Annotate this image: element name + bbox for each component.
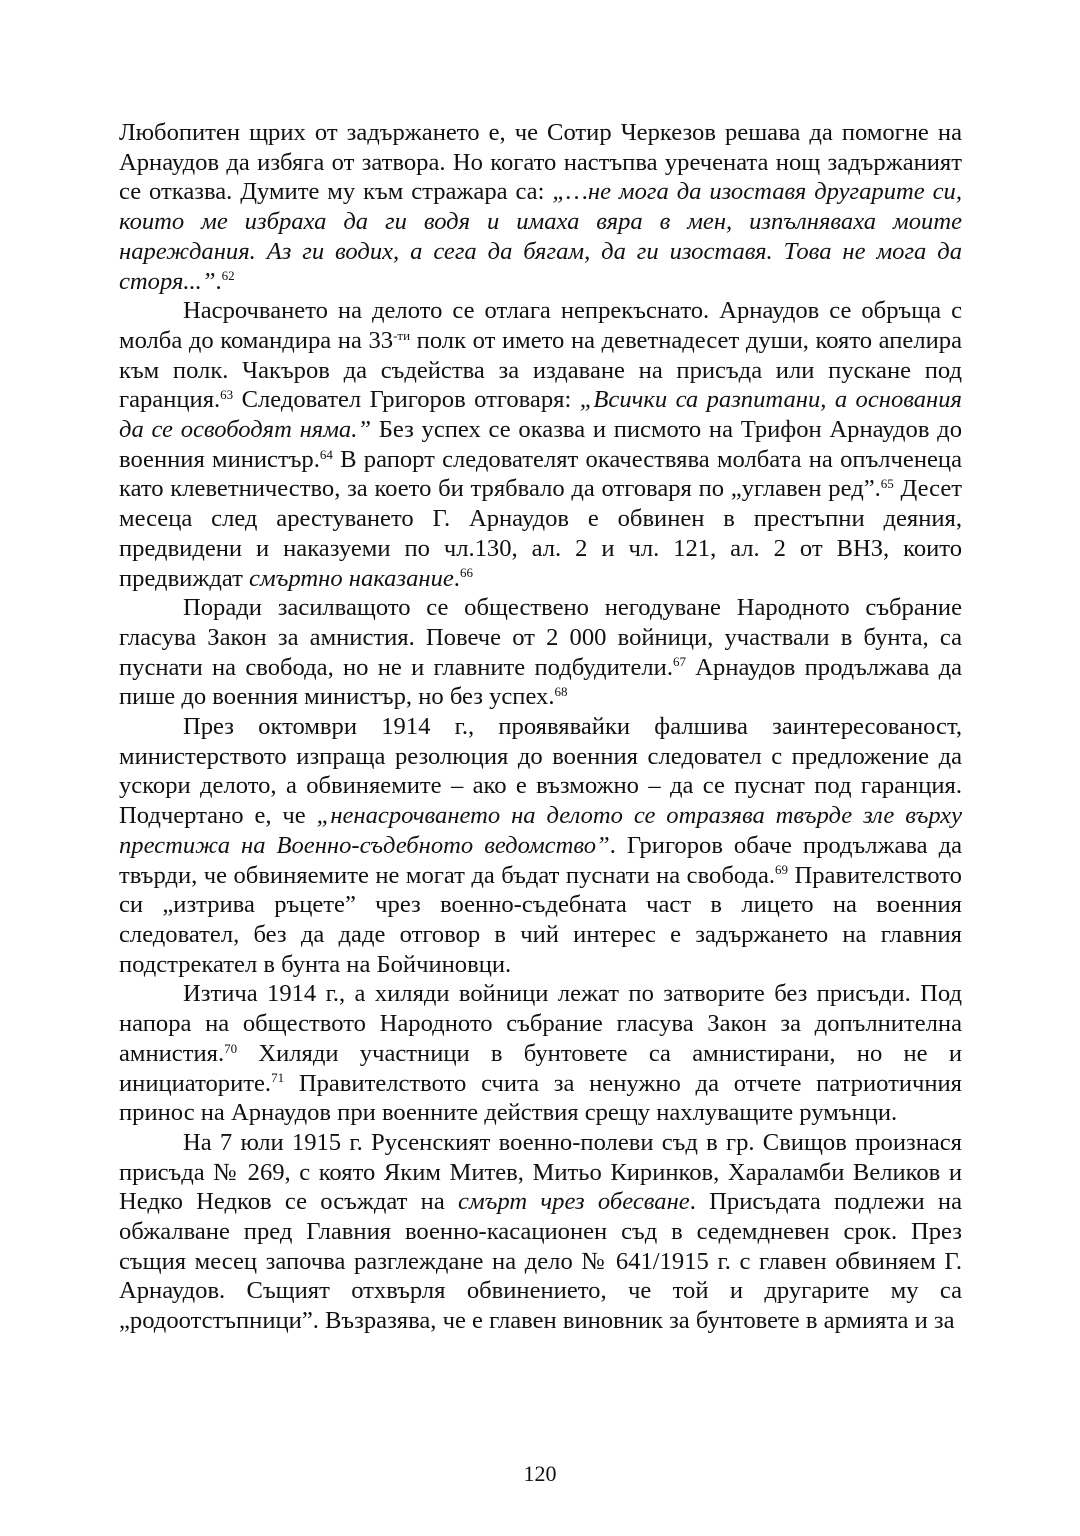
paragraph (119, 712, 962, 979)
footnote-marker: 63 (220, 387, 234, 403)
text-run: Без успех се оказва и писмото на Трифон Арнаудов до военния министър. (119, 416, 962, 473)
text-run: През октомври 1914 г., проявявайки фалшива заинтересованост, министерството изпраща резолюция до военния следовател с предложение да ускори делото, а обвиняемите – ако е възможно – да се пуснат под гаранция. Подчертано е, че (119, 713, 962, 830)
paragraph (119, 593, 962, 712)
text-run: Правителството си „изтрива ръцете” чрез военно-съдебната част в лицето на военния следовател, без да даде отговор в чий интерес е задържането на главния подстрекател в бунта на Бойчиновци. (119, 861, 962, 978)
text-run: полк от името на деветнадесет души, която апелира към полк. Чакъров да съдейства за издаване на присъда или пускане под гаранция. (119, 326, 962, 414)
text-run: . Григоров обаче продължава да твърди, че обвиняемите не могат да бъдат пуснати на свобода. (119, 831, 962, 889)
text-run: Следовател Григоров отговаря: (233, 386, 580, 414)
paragraph (119, 979, 962, 1128)
text-run: Любопитен щрих от задържането е, че Сотир Черкезов решава да помогне на Арнаудов да избяга от затвора. Но когато настъпва уречената нощ задържаният се отказва. Думите му към стражара са: (119, 119, 962, 206)
text-run: Арнаудов продължава да пише до военния министър, но без успех. (119, 653, 962, 711)
footnote-marker: 64 (319, 446, 333, 462)
text-run: Хиляди участници в бунтовете са амнистирани, но не и инициаторите. (119, 1039, 962, 1097)
footnote-marker: 65 (880, 476, 894, 492)
text-run: На 7 юли 1915 г. Русенският военно-полеви съд в гр. Свищов произнася присъда № 269, с която Яким Митев, Митьо Киринков, Хараламби Великов и Недко Недков се осъждат на (119, 1128, 962, 1216)
paragraph (119, 1128, 962, 1336)
italic-text: смъртно наказание (249, 564, 454, 592)
footnote-marker: 67 (672, 654, 686, 670)
footnote-marker: 66 (459, 565, 473, 581)
italic-text: „Всички са разпитани, а основания да се освободят няма.” (119, 386, 962, 444)
footnote-marker: 68 (554, 684, 568, 700)
footnote-marker: 62 (221, 268, 235, 284)
text-run: . (453, 564, 460, 592)
paragraph (119, 296, 962, 593)
italic-text: смърт чрез обесване (458, 1188, 690, 1216)
page-body (119, 118, 962, 1336)
paragraph (119, 118, 962, 296)
footnote-marker: 69 (775, 862, 789, 878)
text-run: Правителството счита за ненужно да отчете патриотичния принос на Арнаудов при военните действия срещу нахлуващите румънци. (119, 1069, 962, 1127)
text-run: . (215, 267, 222, 295)
footnote-marker: 70 (224, 1040, 238, 1056)
italic-text: „…не мога да изоставя другарите си, които ме избраха да ги водя и имаха вяра в мен, изпълняваха моите нареждания. Аз ги водих, а сега да бягам, да ги изоставя. Това не мога да сторя...” (119, 178, 962, 295)
text-run: Насрочването на делото се отлага непрекъснато. Арнаудов се обръща с молба до командира на 33 (119, 297, 962, 354)
text-run: В рапорт следователят окачествява молбата на опълченеца като клеветничество, за което би трябвало да отговаря по „углавен ред”. (119, 445, 962, 503)
text-run: Поради засилващото се обществено негодуване Народното събрание гласува Закон за амнистия. Повече от 2 000 войници, участвали в бунта, са пуснати на свобода, но не и главните подбудители. (119, 594, 962, 681)
text-run: Изтича 1914 г., а хиляди войници лежат по затворите без присъди. Под напора на обществото Народното събрание гласува Закон за допълнителна амнистия. (119, 980, 962, 1067)
text-run: . Присъдата подлежи на обжалване пред Главния военно-касационен съд в седемдневен срок. През същия месец започва разглеждане на дело № 641/1915 г. с главен обвиняем Г. Арнаудов. Същият отхвърля обвинението, че той и другарите му са „родоотстъпници”. Възразява, че е главен виновник за бунтовете в армията и за (119, 1188, 962, 1335)
italic-text: „ненасрочването на делото се отразява твърде зле върху престижа на Военно-съдебното ведомство” (119, 802, 962, 859)
footnote-marker: -ти (393, 327, 411, 343)
page-number: 120 (523, 1461, 557, 1486)
text-run: Десет месеца след арестуването Г. Арнаудов е обвинен в престъпни деяния, предвидени и наказуеми по чл.130, ал. 2 и чл. 121, ал. 2 от ВНЗ, които предвиждат (119, 475, 962, 592)
footnote-marker: 71 (271, 1070, 285, 1086)
